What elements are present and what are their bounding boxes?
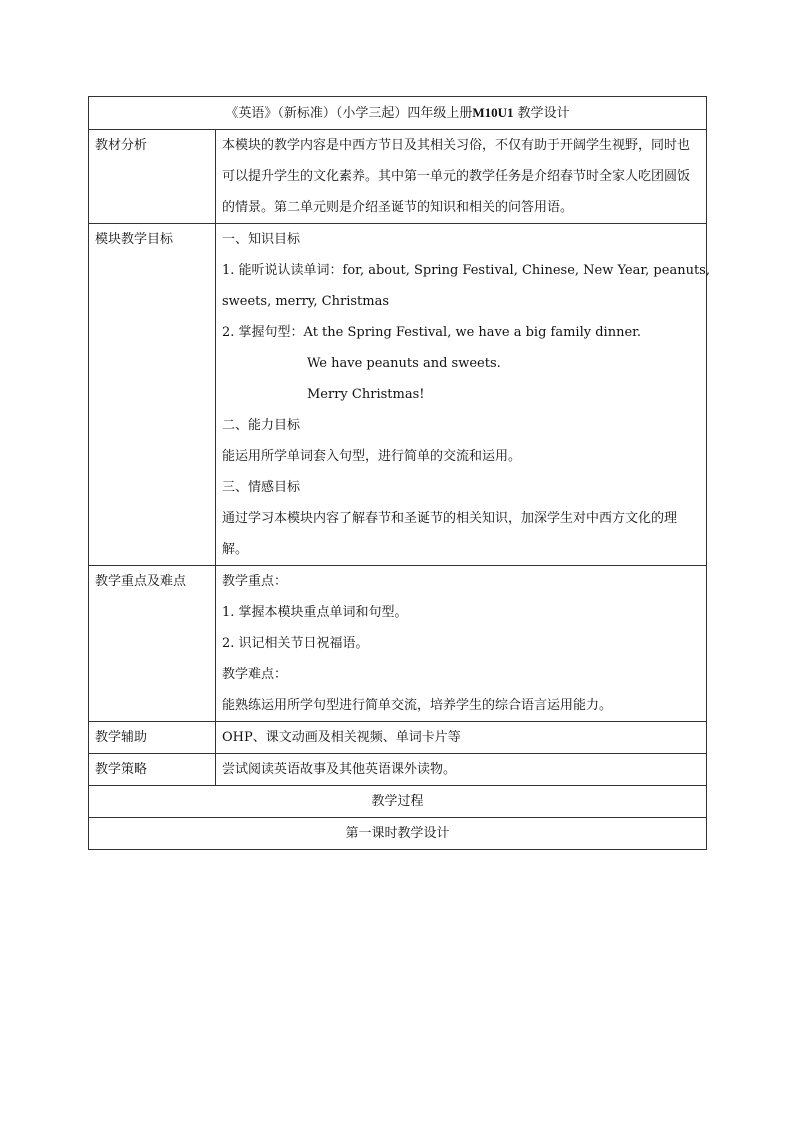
- goals-knowledge-2c: Merry Christmas!: [307, 387, 425, 402]
- focus-label: 教学重点及难点: [89, 566, 216, 722]
- focus-content: [216, 566, 707, 722]
- focus-key-2: 2. 识记相关节日祝福语。: [222, 636, 369, 651]
- goals-emotion-text: 通过学习本模块内容了解春节和圣诞节的相关知识，加深学生对中西方文化的理解。: [222, 511, 678, 557]
- title-suffix: 教学设计: [513, 106, 570, 121]
- analysis-content: [216, 130, 707, 224]
- goals-knowledge-2b: We have peanuts and sweets.: [307, 356, 501, 371]
- goals-heading-ability: 二、能力目标: [222, 418, 301, 433]
- analysis-row: [89, 130, 707, 224]
- lesson1-heading: 第一课时教学设计: [89, 818, 707, 850]
- goals-heading-knowledge: 一、知识目标: [222, 232, 301, 247]
- title-row: [89, 97, 707, 130]
- focus-difficulty-text: 能熟练运用所学句型进行简单交流，培养学生的综合语言运用能力。: [222, 698, 613, 713]
- strategy-row: [89, 754, 707, 786]
- document-title: [89, 97, 707, 130]
- goals-content: [216, 224, 710, 566]
- strategy-text: 尝试阅读英语故事及其他英语课外读物。: [216, 754, 707, 786]
- process-row: [89, 786, 707, 818]
- lesson1-row: [89, 818, 707, 850]
- goals-row: [89, 224, 707, 566]
- goals-label: 模块教学目标: [89, 224, 216, 566]
- focus-difficulty-title: 教学难点：: [222, 667, 288, 682]
- goals-knowledge-1a: 1. 能听说认读单词：for, about, Spring Festival, Chinese, New Year, peanuts,: [222, 263, 710, 278]
- focus-row: [89, 566, 707, 722]
- focus-key-1: 1. 掌握本模块重点单词和句型。: [222, 605, 408, 620]
- aids-row: [89, 722, 707, 754]
- goals-knowledge-1b: sweets, merry, Christmas: [222, 294, 390, 309]
- focus-key-title: 教学重点：: [222, 574, 288, 589]
- goals-knowledge-2: 2. 掌握句型：At the Spring Festival, we have a big family dinner.: [222, 325, 642, 340]
- strategy-label: 教学策略: [89, 754, 216, 786]
- aids-text: OHP、课文动画及相关视频、单词卡片等: [216, 722, 707, 754]
- process-heading: 教学过程: [89, 786, 707, 818]
- goals-heading-emotion: 三、情感目标: [222, 480, 301, 495]
- aids-label: 教学辅助: [89, 722, 216, 754]
- lesson-plan-table: [88, 96, 710, 850]
- goals-ability-text: 能运用所学单词套入句型，进行简单的交流和运用。: [222, 449, 522, 464]
- title-code: M10U1: [472, 105, 514, 120]
- analysis-label: 教材分析: [89, 130, 216, 224]
- title-prefix: 《英语》（新标准）（小学三起）四年级上册: [225, 106, 473, 121]
- analysis-text: 本模块的教学内容是中西方节日及其相关习俗，不仅有助于开阔学生视野，同时也可以提升学生的文化素养。其中第一单元的教学任务是介绍春节时全家人吃团圆饭的情景。第二单元则是介绍圣诞节的知识和相关的问答用语。: [222, 138, 691, 215]
